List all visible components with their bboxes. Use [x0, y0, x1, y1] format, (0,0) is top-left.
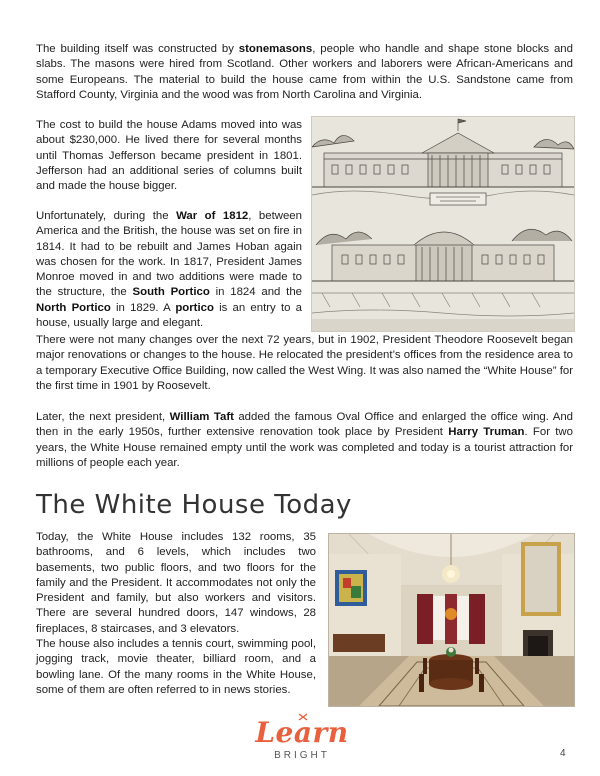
logo-subtitle: BRIGHT: [274, 750, 330, 761]
term-stonemasons: stonemasons: [238, 43, 313, 55]
paragraph-amenities: The house also includes a tennis court, swimming pool, jogging track, movie theater, billiard room, and a bowling lane. Of the many rooms in the White House, some of them are often referred to in news stories.: [36, 638, 316, 696]
white-house-sketch-drawing: [312, 117, 574, 331]
paragraph-construction: The building itself was constructed by stonemasons, people who handle and shape stone blocks and slabs. The masons were hired from Scotland. Other workers and laborers were African-Americans and some Europeans. The material to build the house came from within the U.S. Sandstone came from Stafford County, Virginia and the wood was from North Carolina and Virginia.: [36, 43, 573, 101]
term-south-portico: South Portico: [132, 286, 210, 299]
page-number: 4: [560, 748, 566, 759]
term-harry-truman: Harry Truman: [448, 426, 525, 439]
term-war-of-1812: War of 1812: [176, 210, 249, 222]
term-portico: portico: [175, 301, 214, 314]
term-north-portico: North Portico: [36, 301, 111, 314]
state-dining-room-photo: [328, 533, 575, 707]
dining-room-illustration: [329, 534, 574, 706]
section-title: The White House Today: [36, 490, 352, 520]
paragraph-cost: The cost to build the house Adams moved into was about $230,000. He lived there for several months until Thomas Jefferson became president in 1801. Jefferson had an additional series of columns built and made the house bigger.: [36, 119, 302, 193]
paragraph-taft-truman: Later, the next president, William Taft added the famous Oval Office and enlarged the office wing. And then in the early 1950s, further extensive renovation took place by President Harry Truman. For two years, the White House remained empty until the work was completed and today is a tourist attraction for millions of people each year.: [36, 411, 573, 469]
term-william-taft: William Taft: [169, 411, 234, 423]
logo-word: Learn: [255, 716, 349, 749]
learn-bright-logo: [250, 716, 354, 766]
paragraph-rooms: Today, the White House includes 132 rooms, 35 bathrooms, and 6 levels, which includes two basements, two public floors, and two floors for the family and the President. It accommodates not only the President and family, but also workers and visitors. There are several hundred doors, 147 windows, 28 fireplaces, 8 staircases, and 3 elevators.: [36, 531, 316, 635]
white-house-sketch-image: [311, 116, 575, 332]
paragraph-roosevelt: There were not many changes over the next 72 years, but in 1902, President Theodore Roosevelt began major renovations or changes to the house. He relocated the president’s offices from the residence area to a temporary Executive Office Building, now called the West Wing. It was also named the “White House” for the first time in 1901 by Roosevelt.: [36, 334, 573, 392]
paragraph-war-1812: Unfortunately, during the War of 1812, between America and the British, the house was set on fire in 1814. It had to be rebuilt and James Hoban again was chosen for the work. In 1817, President James Monroe moved in and two additions were made to the structure, the South Portico in 1824 and the North Portico in 1829. A portico is an entry to a house, usually large and elegant.: [36, 210, 303, 330]
